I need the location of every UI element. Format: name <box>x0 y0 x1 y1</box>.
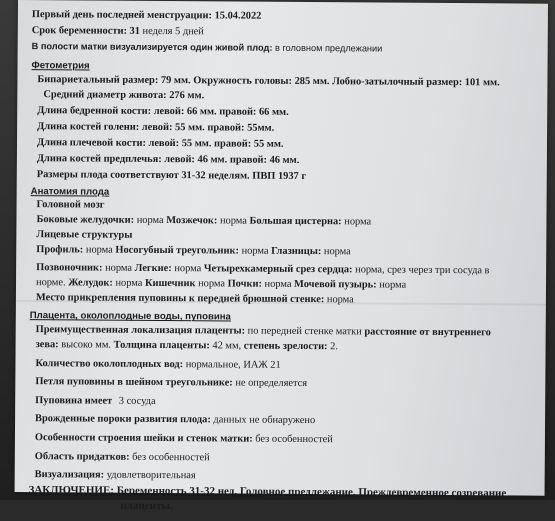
fluid-label: Количество околоплодных вод: <box>35 357 184 370</box>
conclusion-text: Беременность 31-32 нед. Головное предлежание. Преждевременное созревание <box>116 484 507 500</box>
anatomy-title: Анатомия плода <box>30 185 110 198</box>
adnexa-label: Область придатков: <box>34 450 130 463</box>
lmp-line <box>32 10 540 24</box>
visual-label: Визуализация: <box>34 469 105 481</box>
uterus-text-bold: В полости матки визуализируется один живой плод: <box>31 41 273 53</box>
lateral-label: Боковые желудочки: <box>36 214 135 226</box>
thickness-label: Толщина плаценты: <box>113 339 210 352</box>
sizes-line: Размеры плода соответствуют 31-32 неделям. ПВП 1937 г <box>36 169 307 183</box>
bladder-label: Мочевой пузырь: <box>294 279 377 291</box>
heart-label: Четырехкамерный срез сердца: <box>203 263 353 276</box>
placenta-loc-line <box>30 325 538 339</box>
fluid-value: нормальное, ИАЖ 21 <box>185 358 281 371</box>
cord-insert-value: норма <box>326 294 354 306</box>
heart-value: норма, срез через три сосуда в <box>355 264 490 277</box>
femur-line: Длина бедренной кости: левой: 66 мм. правой: 66 мм. <box>37 105 289 118</box>
bpd-line: Бипариетальный размер: 79 мм. Окружность головы: 285 мм. Лобно-затылочный размер: 101 мм. <box>37 74 500 89</box>
kidneys-label: Почки: <box>227 278 262 290</box>
organs-line <box>30 278 538 292</box>
ga-rest: неделя 5 дней <box>142 25 204 38</box>
placenta-loc-value: по передней стенке матки <box>247 325 362 338</box>
stomach-value: норма <box>115 277 143 289</box>
tibia-line: Длина костей голени: левой: 55 мм. правой: 55мм. <box>37 121 275 134</box>
cervix-line <box>29 433 537 447</box>
lungs-value: норма <box>174 263 202 275</box>
cisterna-label: Большая цистерна: <box>249 215 342 228</box>
thickness-value: 42 мм, <box>212 340 242 352</box>
face-line <box>30 245 538 259</box>
cerebellum-label: Мозжечок: <box>166 215 218 227</box>
spine-value: норма <box>105 262 133 275</box>
cord-line <box>29 396 537 410</box>
spine-label: Позвоночник: <box>36 262 103 274</box>
cisterna-value: норма <box>344 216 372 228</box>
conclusion <box>28 485 536 515</box>
uterus-line <box>32 42 540 55</box>
spine-line <box>30 263 538 277</box>
ga-weeks: 31 <box>129 25 140 37</box>
ga-label: Срок беременности: <box>31 25 127 37</box>
visual-value: удовлетворительная <box>106 469 196 482</box>
orbits-value: норма <box>323 245 351 258</box>
loop-label: Петля пуповины в шейном треугольнике: <box>35 376 233 389</box>
bowel-label: Кишечник <box>144 277 196 290</box>
placenta-dist-label: расстояние от внутреннего <box>364 326 491 339</box>
cervix-value: без особенностей <box>255 433 333 446</box>
brain-title: Головной мозг <box>36 199 105 211</box>
humerus-line: Длина плечевой кости: левой: 55 мм. правой: 55 мм. <box>36 137 284 151</box>
face-title: Лицевые структуры <box>36 229 133 241</box>
cord-value: 3 сосуда <box>118 395 156 407</box>
document-page <box>15 0 548 513</box>
forearm-line: Длина костей предплечья: левой: 46 мм. правой: 46 мм. <box>36 153 300 167</box>
lmp-label: Первый день последней менструации: <box>31 9 213 22</box>
malform-line <box>29 415 537 429</box>
lmp-value: 15.04.2022 <box>214 10 262 22</box>
conclusion-line-1 <box>29 485 537 500</box>
profile-label: Профиль: <box>36 243 84 256</box>
nasolabial-value: норма <box>241 245 269 257</box>
cord-label: Пуповина имеет <box>35 394 113 407</box>
abdomen-line: Средний диаметр живота: 276 мм. <box>43 89 205 102</box>
brain-line <box>30 215 538 229</box>
nasolabial-label: Носогубный треугольник: <box>115 244 240 257</box>
loop-value: не определяется <box>235 377 308 390</box>
adnexa-line <box>29 452 537 466</box>
maturity-value: 2. <box>330 341 338 353</box>
heart-value-cont: норме. <box>35 277 66 289</box>
lungs-label: Легкие: <box>134 263 172 275</box>
maturity-label: степень зрелости: <box>243 340 328 353</box>
conclusion-line-2: плаценты. <box>120 500 173 513</box>
ga-line <box>32 26 540 40</box>
cervix-label: Особенности строения шейки и стенок матки: <box>34 432 253 445</box>
fluid-line <box>29 359 537 373</box>
cord-insert-label: Место прикрепления пуповины к передней брюшной стенке: <box>35 292 325 306</box>
lateral-value: норма <box>136 214 164 227</box>
kidneys-value: норма <box>264 278 292 291</box>
placenta-loc-label: Преимущественная локализация плаценты: <box>35 324 246 337</box>
ultrasound-report <box>28 10 540 521</box>
cerebellum-value: норма <box>219 215 247 227</box>
fetometry-title: Фетометрия <box>31 60 90 72</box>
loop-line <box>29 377 537 391</box>
malform-value: данных не обнаружено <box>213 414 316 427</box>
cord-insert-line <box>30 293 538 307</box>
placenta-title: Плацента, околоплодные воды, пуповина <box>29 310 231 323</box>
orbits-label: Глазницы: <box>271 245 322 257</box>
adnexa-value: без особенностей <box>132 451 210 463</box>
visual-line <box>29 470 537 484</box>
placenta-thick-line <box>30 340 538 354</box>
malform-label: Врожденные пороки развития плода: <box>35 413 211 426</box>
uterus-text-normal: в головном предлежании <box>274 42 383 54</box>
os-label: зева: <box>35 339 59 351</box>
stomach-label: Желудок: <box>68 277 113 289</box>
bladder-value: норма <box>379 279 407 291</box>
conclusion-label: ЗАКЛЮЧЕНИЕ: <box>28 484 115 497</box>
profile-value: норма <box>85 244 113 256</box>
bowel-value: норма <box>198 278 226 290</box>
os-value: высоко мм. <box>61 339 112 351</box>
